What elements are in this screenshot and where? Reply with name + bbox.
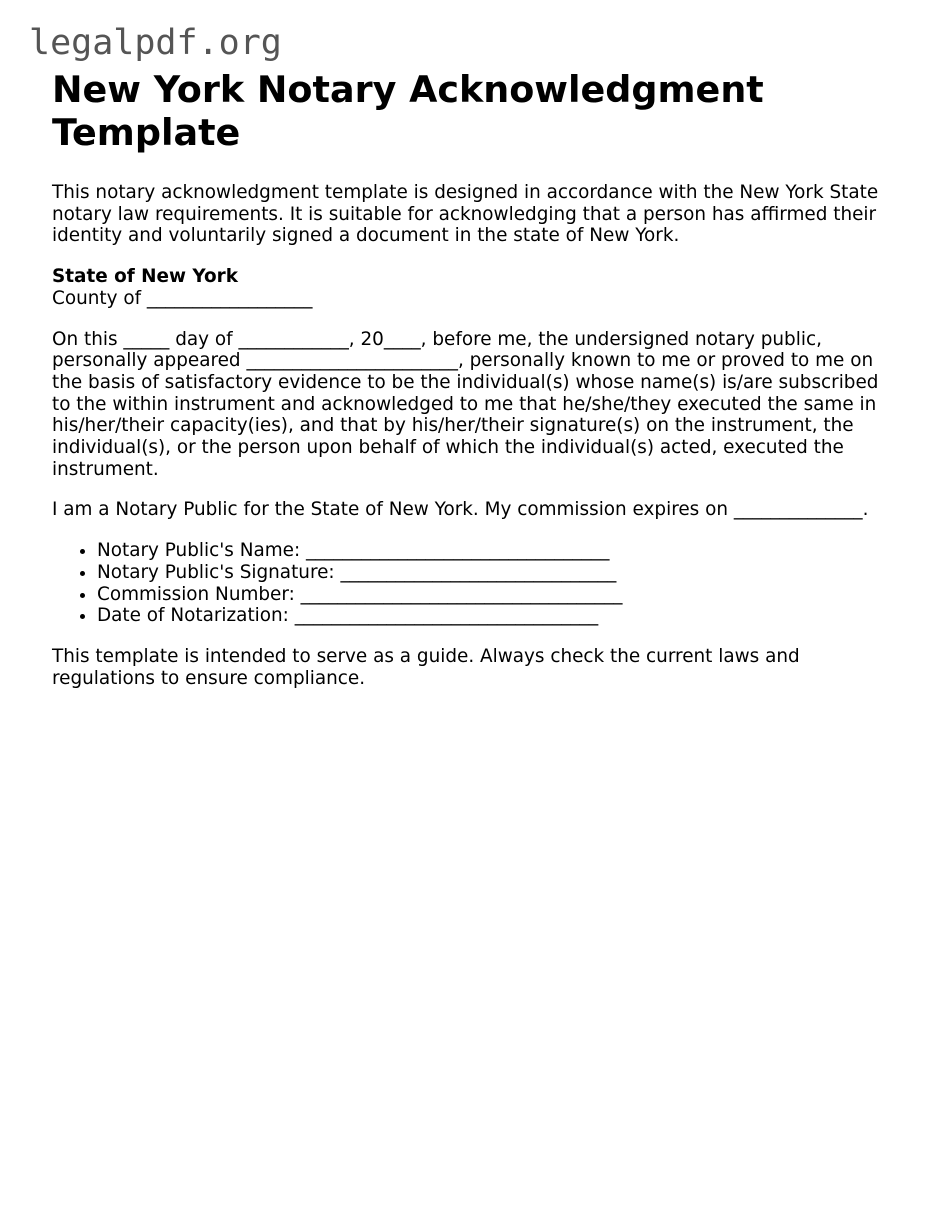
watermark-logo: legalpdf.org (29, 23, 282, 63)
county-line: County of __________________ (52, 287, 313, 309)
closing-paragraph: This template is intended to serve as a guide. Always check the current laws and regulations to ensure compliance. (52, 645, 800, 689)
acknowledgment-paragraph: On this _____ day of ____________, 20____, before me, the undersigned notary public, personally appeared _______________________, personally known to me or proved to me on the basis of satisfactory evidence to be the individual(s) whose name(s) is/are subscribed to the within instrument and acknowledged to me that he/she/they executed the same in his/her/their capacity(ies), and that by his/her/their signature(s) on the instrument, the individual(s), or the person upon behalf of which the individual(s) acted, executed the instrument. (52, 328, 879, 480)
list-item-commission-number: • Commission Number: ___________________________________ (97, 584, 892, 606)
list-item-notary-name: • Notary Public's Name: _________________________________ (97, 540, 892, 562)
intro-paragraph: This notary acknowledgment template is designed in accordance with the New York State notary law requirements. It is suitable for acknowledging that a person has affirmed their identity and voluntarily signed a document in the state of New York. (52, 182, 879, 247)
page-title: New York Notary Acknowledgment Template (52, 68, 764, 154)
notary-fields-list (52, 540, 892, 627)
venue-block (52, 266, 892, 309)
commission-statement: I am a Notary Public for the State of New York. My commission expires on ______________. (52, 499, 869, 521)
state-heading: State of New York (52, 266, 238, 288)
document-body (52, 68, 892, 689)
list-item-notary-signature: • Notary Public's Signature: ______________________________ (97, 562, 892, 584)
list-item-date-of-notarization: • Date of Notarization: _________________________________ (97, 605, 892, 627)
